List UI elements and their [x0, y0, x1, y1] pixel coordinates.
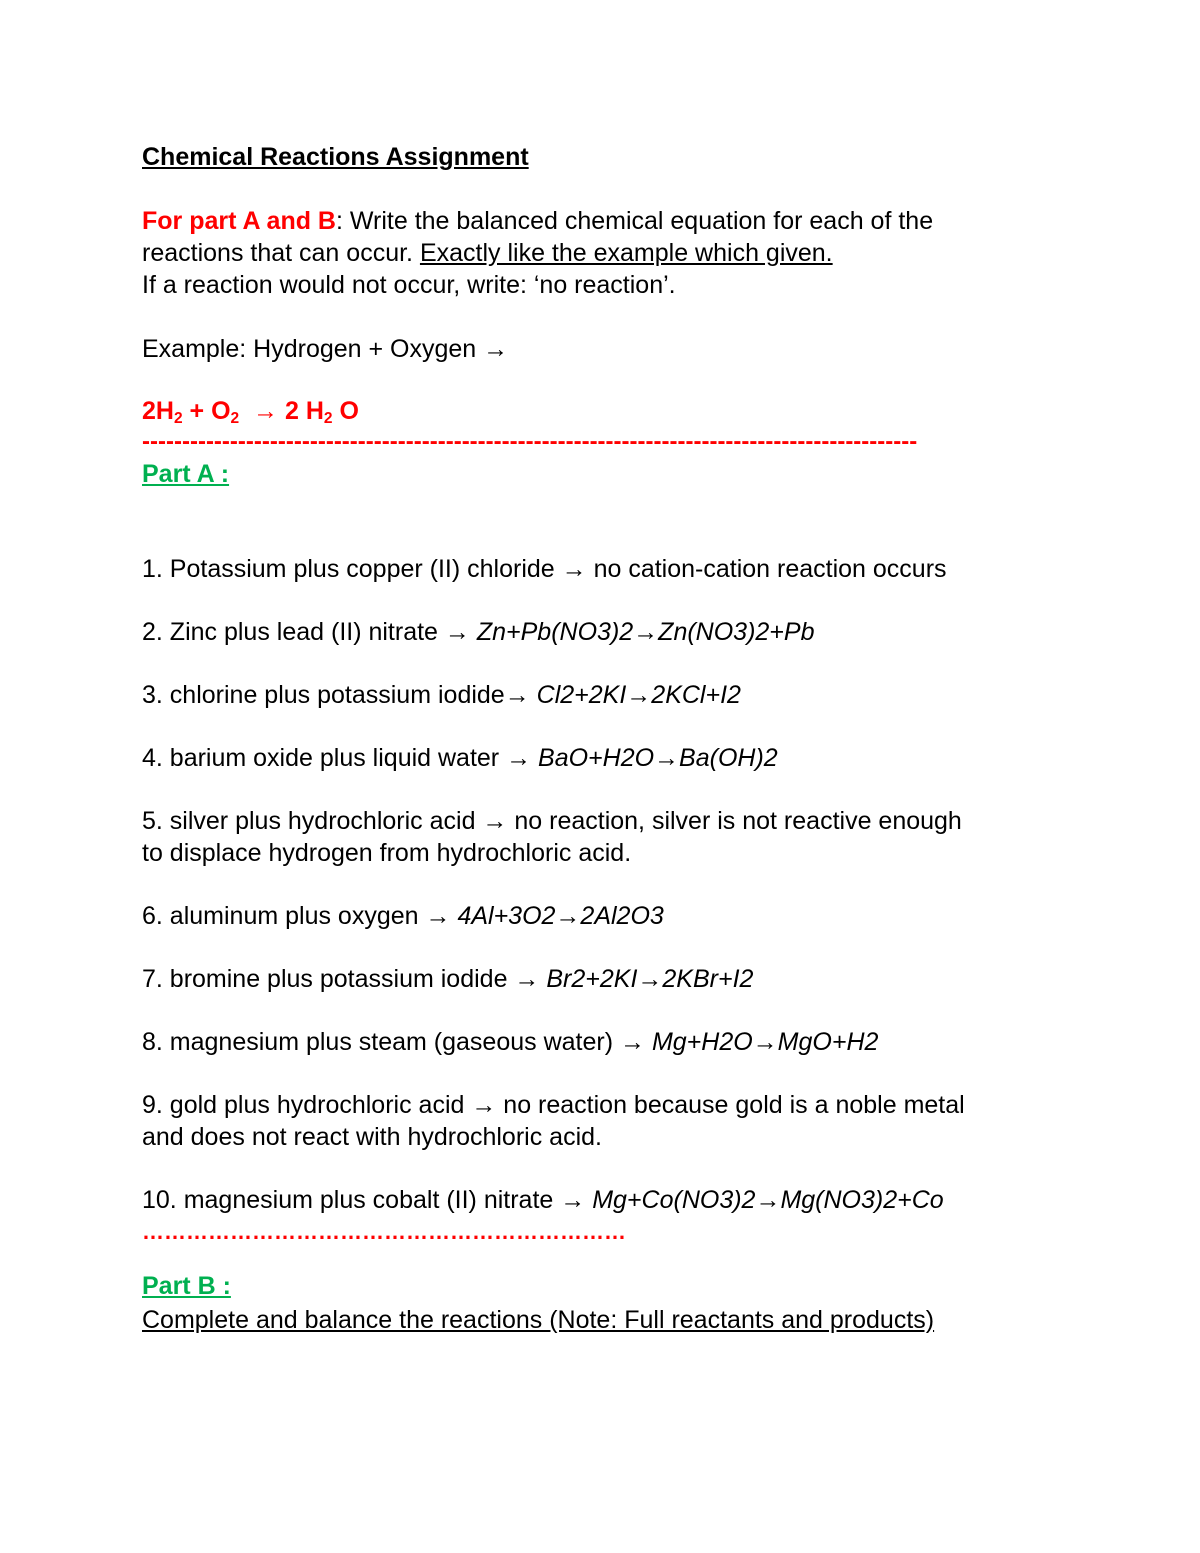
- list-item-continuation: to displace hydrogen from hydrochloric acid.: [142, 839, 632, 867]
- list-item: [142, 679, 741, 711]
- list-item: [142, 616, 814, 648]
- question-text: 3. chlorine plus potassium iodide→: [142, 681, 537, 709]
- question-text: 10. magnesium plus cobalt (II) nitrate →: [142, 1186, 593, 1214]
- answer-equation: Zn+Pb(NO3)2→Zn(NO3)2+Pb: [476, 618, 815, 646]
- list-item-continuation: and does not react with hydrochloric acid.: [142, 1123, 602, 1151]
- instructions-line-2: [142, 237, 833, 269]
- answer-equation: Br2+2KI→2KBr+I2: [546, 965, 754, 993]
- eq-subscript: 2: [173, 409, 183, 427]
- eq-part: 2H: [142, 397, 174, 425]
- eq-subscript: 2: [323, 409, 333, 427]
- list-item: [142, 900, 664, 932]
- dot-separator: …………………………………………………………: [142, 1219, 626, 1244]
- instructions-text-2a: reactions that can occur.: [142, 239, 420, 267]
- answer-equation: BaO+H2O→Ba(OH)2: [538, 744, 778, 772]
- instructions-line-1: [142, 205, 933, 237]
- answer-equation: Cl2+2KI→2KCl+I2: [536, 681, 741, 709]
- question-text: 4. barium oxide plus liquid water →: [142, 744, 539, 772]
- example-label: Example: Hydrogen + Oxygen →: [142, 335, 509, 363]
- dash-separator: -------------------------------------------------------------------------------------------------: [142, 428, 918, 455]
- part-b-heading: Part B :: [142, 1272, 231, 1300]
- instructions-text-1: : Write the balanced chemical equation for each of the: [335, 207, 934, 235]
- part-a-heading: Part A :: [142, 460, 230, 488]
- list-item: [142, 963, 753, 995]
- answer-equation: Mg+Co(NO3)2→Mg(NO3)2+Co: [592, 1186, 944, 1214]
- question-text: 6. aluminum plus oxygen →: [142, 902, 458, 930]
- question-text: 8. magnesium plus steam (gaseous water) →: [142, 1028, 652, 1056]
- question-text: 1. Potassium plus copper (II) chloride → no cation-cation reaction occurs: [142, 555, 947, 583]
- part-b-instruction: Complete and balance the reactions (Note: Full reactants and products): [142, 1306, 935, 1334]
- question-text: 9. gold plus hydrochloric acid → no reaction because gold is a noble metal: [142, 1091, 965, 1119]
- list-item: [142, 553, 947, 585]
- instructions-line-3: If a reaction would not occur, write: ‘no reaction’.: [142, 271, 676, 299]
- list-item: [142, 742, 778, 774]
- answer-equation: 4Al+3O2→2Al2O3: [457, 902, 664, 930]
- question-text: 2. Zinc plus lead (II) nitrate →: [142, 618, 477, 646]
- instructions-lead: For part A and B: [142, 207, 336, 235]
- list-item: [142, 805, 962, 837]
- question-text: 5. silver plus hydrochloric acid → no reaction, silver is not reactive enough: [142, 807, 962, 835]
- eq-subscript: 2: [230, 409, 240, 427]
- list-item: [142, 1089, 965, 1121]
- eq-part: + O: [182, 397, 231, 425]
- eq-part: → 2 H: [239, 397, 324, 425]
- eq-part: O: [332, 397, 359, 425]
- question-text: 7. bromine plus potassium iodide →: [142, 965, 547, 993]
- instructions-emphasis: Exactly like the example which given.: [419, 239, 833, 267]
- list-item: [142, 1184, 944, 1216]
- answer-equation: Mg+H2O→MgO+H2: [651, 1028, 879, 1056]
- page-title: Chemical Reactions Assignment: [142, 143, 529, 171]
- list-item: [142, 1026, 878, 1058]
